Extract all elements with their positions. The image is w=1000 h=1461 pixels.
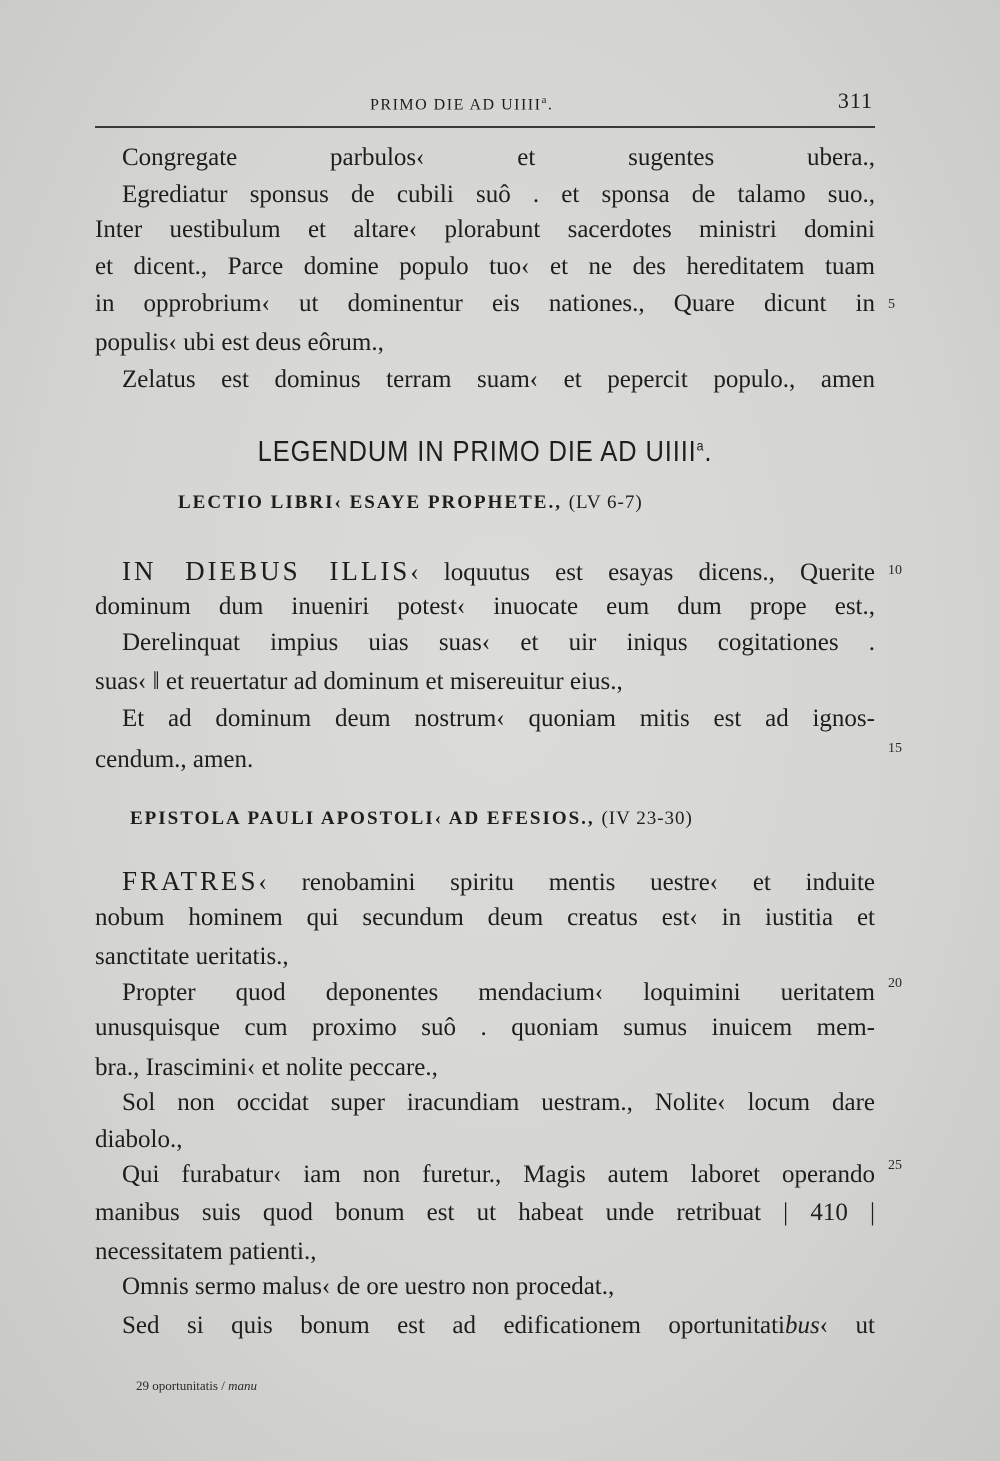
line-number: 25: [888, 1158, 902, 1173]
text-line: necessitatem patienti.,: [95, 1238, 317, 1265]
initial-caps: FRATRES: [122, 866, 259, 896]
text-line: suas‹ ‖ et reuertatur ad dominum et misereuitur eius.,: [95, 668, 623, 695]
text-line: Et ad dominum deum nostrum‹ quoniam mitis est ad ignos-: [122, 705, 875, 732]
legendum-sup: a: [696, 437, 705, 454]
text-line: Derelinquat impius uias suas‹ et uir iniqus cogitationes .: [122, 629, 875, 656]
reading-title: [178, 492, 643, 514]
footnote: [136, 1378, 257, 1394]
text-line: dominum dum inueniri potest‹ inuocate eum dum prope est.,: [95, 593, 875, 620]
running-head-text: PRIMO DIE AD UIIII: [370, 96, 542, 114]
running-head-sup: a: [541, 94, 548, 106]
text-line: unusquisque cum proximo suô . quoniam sumus inuicem mem-: [95, 1014, 875, 1041]
text-line: [122, 1311, 875, 1341]
text-line: Sol non occidat super iracundiam uestram., Nolite‹ locum dare: [122, 1089, 875, 1116]
running-head: [370, 94, 553, 114]
epistle-title: [130, 808, 693, 830]
text-line: [122, 556, 875, 588]
text-line: Congregate parbulos‹ et sugentes ubera.,: [122, 144, 875, 171]
line-number: 5: [888, 297, 895, 312]
line-part: ‹ ut: [819, 1312, 875, 1339]
text-line: Qui furabatur‹ iam non furetur., Magis autem laboret operando: [122, 1161, 875, 1188]
text-line: Propter quod deponentes mendacium‹ loquimini ueritatem: [122, 979, 875, 1006]
text-line: nobum hominem qui secundum deum creatus est‹ in iustitia et: [95, 904, 875, 931]
section-heading: [142, 436, 828, 469]
text-line: populis‹ ubi est deus eôrum.,: [95, 329, 384, 356]
reading-reference: (LV 6-7): [568, 492, 643, 513]
initial-caps: IN DIEBUS ILLIS: [122, 556, 411, 586]
text-line: in opprobrium‹ ut dominentur eis nationes., Quare dicunt in: [95, 290, 875, 317]
epistle-title-text: EPISTOLA PAULI APOSTOLI‹ AD EFESIOS.,: [130, 808, 595, 829]
reading-title-text: LECTIO LIBRI‹ ESAYE PROPHETE.,: [178, 492, 562, 513]
text-line: Omnis sermo malus‹ de ore uestro non procedat.,: [122, 1273, 615, 1300]
footnote-text: 29 oportunitatis /: [136, 1378, 229, 1393]
line-part: Sed si quis bonum est ad edificationem oportunitati: [122, 1312, 786, 1339]
running-head-end: .: [547, 96, 554, 114]
page-header: [95, 88, 873, 118]
footnote-italic: manu: [228, 1378, 257, 1393]
line-rest: ‹ renobamini spiritu mentis uestre‹ et induite: [258, 869, 875, 896]
text-line: cendum., amen.: [95, 746, 254, 773]
text-line: Egrediatur sponsus de cubili suô . et sponsa de talamo suo.,: [122, 181, 875, 208]
epistle-reference: (IV 23-30): [601, 808, 693, 829]
legendum-text: LEGENDUM IN PRIMO DIE AD UIIII: [257, 436, 697, 468]
text-line: Inter uestibulum et altare‹ plorabunt sacerdotes ministri domini: [95, 216, 875, 243]
header-rule: [95, 126, 875, 128]
line-number: 15: [888, 741, 902, 756]
text-line: Zelatus est dominus terram suam‹ et pepercit populo., amen: [122, 366, 875, 393]
text-line: manibus suis quod bonum est ut habeat unde retribuat | 410 |: [95, 1199, 875, 1226]
line-italic: bus: [785, 1312, 820, 1339]
text-line: diabolo.,: [95, 1126, 183, 1153]
line-number: 10: [888, 563, 902, 578]
line-number: 20: [888, 976, 902, 991]
text-line: sanctitate ueritatis.,: [95, 943, 289, 970]
text-line: [122, 866, 875, 898]
legendum-end: .: [704, 436, 713, 468]
text-line: et dicent., Parce domine populo tuo‹ et ne des hereditatem tuam: [95, 253, 875, 280]
page-number: 311: [837, 88, 873, 113]
line-rest: ‹ loquutus est esayas dicens., Querite: [410, 559, 875, 586]
text-line: bra., Irascimini‹ et nolite peccare.,: [95, 1054, 438, 1081]
